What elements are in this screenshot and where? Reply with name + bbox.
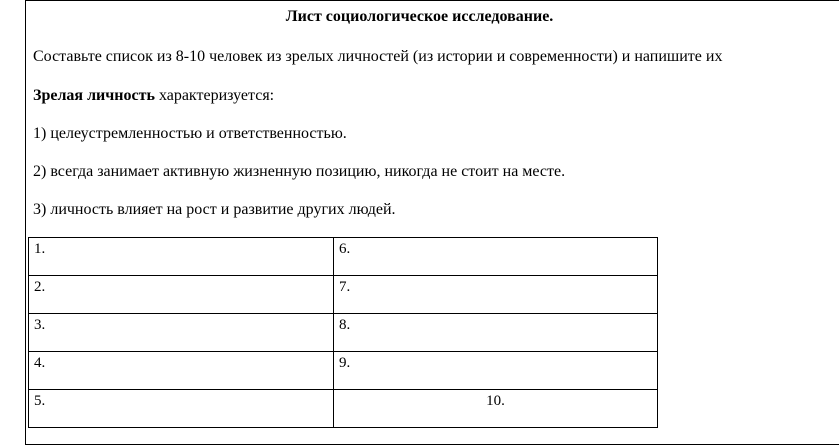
page-title: Лист социологическое исследование. — [285, 8, 554, 25]
table-cell[interactable] — [334, 314, 658, 352]
table-row — [29, 390, 658, 428]
definition-line — [33, 86, 274, 106]
cell-number: 3. — [34, 317, 46, 333]
cell-number: 8. — [339, 317, 351, 333]
table-cell[interactable] — [29, 352, 334, 390]
cell-number: 2. — [34, 279, 46, 295]
names-table — [28, 237, 658, 428]
table-cell[interactable] — [29, 238, 334, 276]
cell-number: 4. — [34, 355, 46, 371]
cell-number: 5. — [34, 393, 46, 409]
table-cell[interactable] — [334, 352, 658, 390]
cell-number: 7. — [339, 279, 351, 295]
table-cell[interactable] — [334, 390, 658, 428]
definition-rest: характеризуется: — [154, 87, 275, 104]
cell-number: 9. — [339, 355, 351, 371]
cell-number: 1. — [34, 241, 46, 257]
table-cell[interactable] — [29, 276, 334, 314]
table-cell[interactable] — [29, 314, 334, 352]
definition-term: Зрелая личность — [33, 87, 155, 104]
table-cell[interactable] — [334, 276, 658, 314]
cell-number: 6. — [339, 241, 351, 257]
criterion-item: 3) личность влияет на рост и развитие других людей. — [33, 201, 396, 218]
table-row — [29, 238, 658, 276]
instruction-text: Составьте список из 8-10 человек из зрелых личностей (из истории и современности) и напишите их — [33, 48, 723, 65]
criterion-item: 2) всегда занимает активную жизненную позицию, никогда не стоит на месте. — [33, 163, 566, 180]
table-cell[interactable] — [334, 238, 658, 276]
table-row — [29, 276, 658, 314]
table-cell[interactable] — [29, 390, 334, 428]
table-row — [29, 314, 658, 352]
criterion-item: 1) целеустремленностью и ответственностью. — [33, 125, 347, 142]
table-row — [29, 352, 658, 390]
cell-number: 10. — [486, 393, 505, 409]
